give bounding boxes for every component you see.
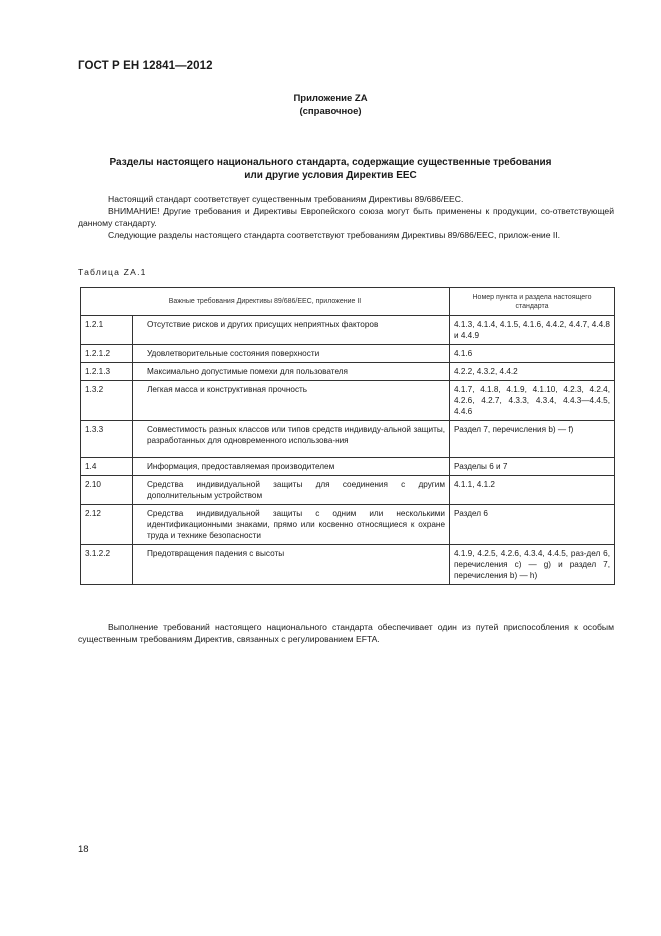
header-clauses: Номер пункта и раздела настоящего стандарта [450, 288, 615, 316]
header-requirements: Важные требования Директивы 89/686/ЕЕС, приложение II [81, 288, 450, 316]
table-header-row [81, 288, 615, 316]
row-clauses: 4.2.2, 4.3.2, 4.4.2 [454, 367, 518, 376]
appendix-heading [0, 92, 661, 118]
row-code: 1.3.3 [85, 425, 104, 434]
row-code: 2.10 [85, 480, 101, 489]
intro-paragraph: Настоящий стандарт соответствует существенным требованиям Директивы 89/686/ЕЕС. [108, 194, 464, 204]
row-requirement: Совместимость разных классов или типов средств индивиду-альной защиты, разработанных для одновременного использова-ния [147, 425, 445, 445]
row-requirement: Легкая масса и конструктивная прочность [147, 385, 308, 394]
appendix-title: Приложение ZA [293, 93, 368, 104]
page-number: 18 [78, 844, 89, 855]
appendix-subtitle: (справочное) [299, 106, 362, 117]
document-code: ГОСТ Р ЕН 12841—2012 [78, 60, 213, 72]
row-code: 2.12 [85, 509, 101, 518]
section-title-line-1: Разделы настоящего национального стандарта, содержащие существенные требования [109, 157, 552, 168]
table-row [81, 476, 615, 505]
requirements-table [80, 287, 615, 585]
intro-text [78, 193, 614, 241]
row-requirement: Отсутствие рисков и других присущих неприятных факторов [147, 320, 379, 329]
row-clauses: 4.1.6 [454, 349, 473, 358]
row-requirement: Средства индивидуальной защиты с одним или несколькими идентификационными знаками, прямо или косвенно относящиеся к охране труда и технике безопасности [147, 509, 445, 540]
intro-paragraph: Следующие разделы настоящего стандарта соответствуют требованиям Директивы 89/686/ЕЕС, прилож-ение II. [108, 230, 561, 240]
table-row [81, 363, 615, 381]
table-caption: Таблица ZA.1 [78, 267, 147, 277]
table-row [81, 381, 615, 421]
row-requirement: Средства индивидуальной защиты для соединения с другим дополнительным устройством [147, 480, 445, 500]
row-code: 1.3.2 [85, 385, 104, 394]
intro-paragraph: ВНИМАНИЕ! Другие требования и Директивы Европейского союза могут быть применены к продукции, со-ответствующей данному стандарту. [78, 206, 614, 228]
row-clauses: Раздел 7, перечисления b) — f) [454, 425, 574, 434]
row-code: 3.1.2.2 [85, 549, 111, 558]
row-clauses: Раздел 6 [454, 509, 488, 518]
table-row [81, 505, 615, 545]
row-code: 1.2.1.2 [85, 349, 111, 358]
table-row [81, 345, 615, 363]
closing-paragraph: Выполнение требований настоящего национального стандарта обеспечивает один из путей приспособления к особым существенным требованиям Директив, связанных с регулированием EFTA. [78, 622, 614, 644]
table-row [81, 458, 615, 476]
row-code: 1.4 [85, 462, 97, 471]
row-clauses: 4.1.1, 4.1.2 [454, 480, 495, 489]
row-requirement: Максимально допустимые помехи для пользователя [147, 367, 348, 376]
section-title [0, 156, 661, 182]
row-clauses: 4.1.7, 4.1.8, 4.1.9, 4.1.10, 4.2.3, 4.2.4, 4.2.6, 4.2.7, 4.3.3, 4.3.4, 4.4.3—4.4.5, 4.4.6 [454, 385, 610, 416]
section-title-line-2: или другие условия Директив ЕЕС [244, 170, 417, 181]
table-row [81, 421, 615, 458]
row-code: 1.2.1.3 [85, 367, 111, 376]
row-requirement: Информация, предоставляемая производителем [147, 462, 335, 471]
row-requirement: Удовлетворительные состояния поверхности [147, 349, 320, 358]
row-code: 1.2.1 [85, 320, 104, 329]
closing-text [78, 621, 614, 645]
row-clauses: 4.1.3, 4.1.4, 4.1.5, 4.1.6, 4.4.2, 4.4.7, 4.4.8 и 4.4.9 [454, 320, 610, 340]
row-clauses: 4.1.9, 4.2.5, 4.2.6, 4.3.4, 4.4.5, раз-дел 6, перечисления c) — g) и раздел 7, перечисления b) — h) [454, 549, 610, 580]
row-requirement: Предотвращения падения с высоты [147, 549, 285, 558]
row-clauses: Разделы 6 и 7 [454, 462, 508, 471]
table-row [81, 545, 615, 585]
table-row [81, 316, 615, 345]
